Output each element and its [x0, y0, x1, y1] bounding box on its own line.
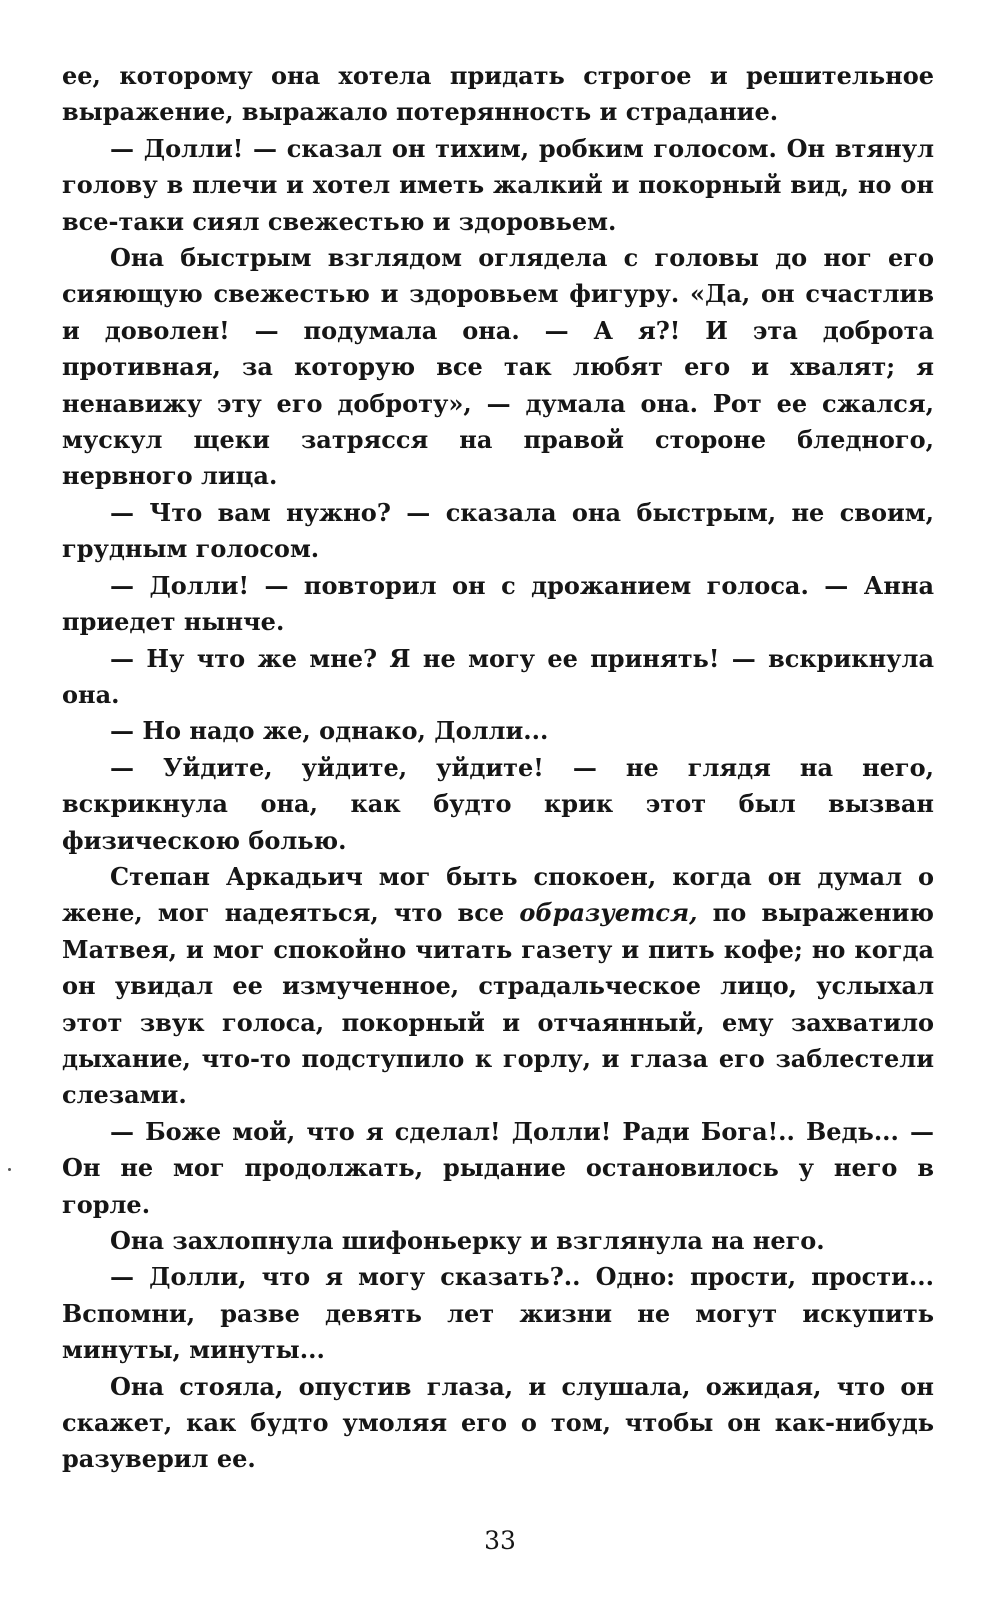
paragraph-5: — Долли! — повторил он с дрожанием голоса. — Анна приедет нынче.: [62, 570, 934, 637]
paragraph-9-before: Степан Аркадьич мог быть спокоен, когда он думал о жене, мог надеяться, что все: [62, 861, 934, 928]
page-body: [62, 58, 934, 1478]
paragraph-2: — Долли! — сказал он тихим, робким голосом. Он втянул голову в плечи и хотел иметь жалкий и покорный вид, но он все-таки сиял свежестью и здоровьем.: [62, 133, 934, 236]
page-number: 33: [484, 1526, 516, 1555]
paragraph-3: Она быстрым взглядом оглядела с головы до ног его сияющую свежестью и здоровьем фигуру. «Да, он счастлив и доволен! — подумала она. — А я?! И эта доброта противная, за которую все так любят его и хвалят; я ненавижу эту его доброту», — думала она. Рот ее сжался, мускул щеки затрясся на правой стороне бледного, нервного лица.: [62, 243, 934, 491]
paragraph-9-after: по выражению Матвея, и мог спокойно читать газету и пить кофе; но когда он увидал ее измученное, страдальческое лицо, услыхал этот звук голоса, покорный и отчаянный, ему захватило дыхание, что-то подступило к горлу, и глаза его заблестели слезами.: [62, 898, 934, 1110]
paragraph-12: — Долли, что я могу сказать?.. Одно: прости, прости... Вспомни, разве девять лет жизни не могут искупить минуты, минуты...: [62, 1262, 934, 1365]
paragraph-4: — Что вам нужно? — сказала она быстрым, не своим, грудным голосом.: [62, 497, 934, 564]
paragraph-11: Она захлопнула шифоньерку и взглянула на него.: [110, 1226, 825, 1255]
paragraph-10: — Боже мой, что я сделал! Долли! Ради Бога!.. Ведь... — Он не мог продолжать, рыдание остановилось у него в горле.: [62, 1116, 934, 1219]
paragraph-8: — Уйдите, уйдите, уйдите! — не глядя на него, вскрикнула она, как будто крик этот был вызван физическою болью.: [62, 752, 934, 855]
paragraph-13: Она стояла, опустив глаза, и слушала, ожидая, что он скажет, как будто умоляя его о том, чтобы он как-нибудь разуверил ее.: [62, 1371, 934, 1474]
paragraph-7: — Но надо же, однако, Долли...: [110, 716, 549, 746]
paragraph-9: [62, 859, 934, 1114]
paragraph-1: ее, которому она хотела придать строгое и решительное выражение, выражало потерянность и страдание.: [62, 61, 934, 127]
paragraph-6: — Ну что же мне? Я не могу ее принять! — вскрикнула она.: [62, 643, 934, 709]
margin-speck: [8, 1168, 11, 1171]
emphasis-word: образуется,: [519, 898, 698, 928]
